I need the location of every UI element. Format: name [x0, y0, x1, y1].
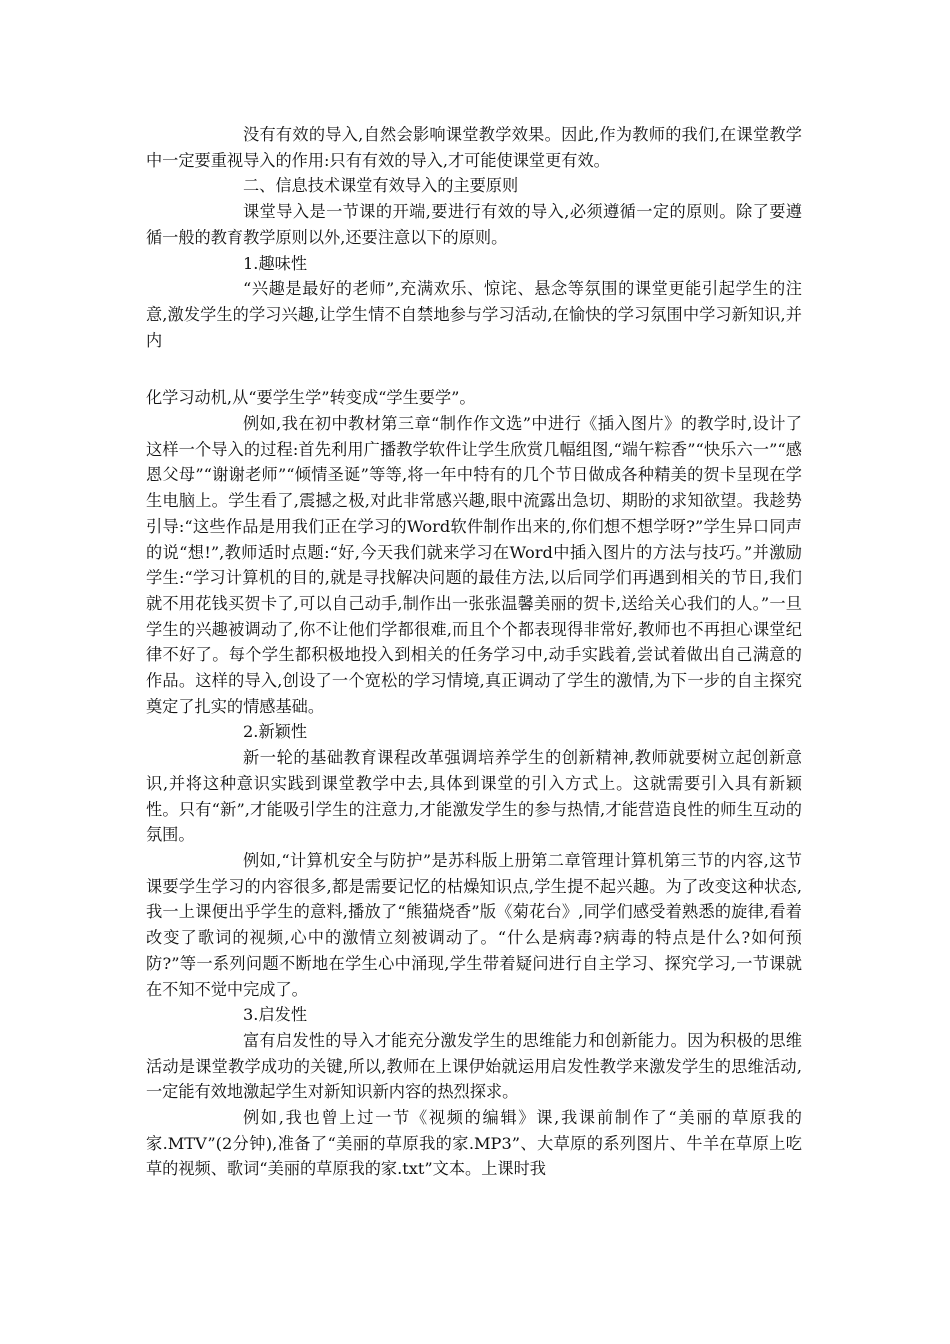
- subheading-interest: 1.趣味性: [243, 253, 308, 273]
- subheading-inspiration: 3.启发性: [243, 1005, 308, 1025]
- paragraph-interest-example: 例如,我在初中教材第三章“制作作文选”中进行《插入图片》的教学时,设计了这样一个导入的过程:首先利用广播教学软件让学生欣赏几幅组图,“端午粽香”“快乐六一”“感恩父母”“谢谢老师”“倾情圣诞”等等,将一年中特有的几个节日做成各种精美的贺卡呈现在学生电脑上。学生看了,震撼之极,对此非常感兴趣,眼中流露出急切、期盼的求知欲望。我趁势引导:“这些作品是用我们正在学习的Word软件制作出来的,你们想不想学呀?”学生异口同声的说“想!”,教师适时点题:“好,今天我们就来学习在Word中插入图片的方法与技巧。”并激励学生:“学习计算机的目的,就是寻找解决问题的最佳方法,以后同学们再遇到相关的节日,我们就不用花钱买贺卡了,可以自己动手,制作出一张张温馨美丽的贺卡,送给关心我们的人。”一旦学生的兴趣被调动了,你不让他们学都很难,而且个个都表现得非常好,教师也不再担心课堂纪律不好了。每个学生都积极地投入到相关的任务学习中,动手实践着,尝试着做出自己满意的作品。这样的导入,创设了一个宽松的学习情境,真正调动了学生的激情,为下一步的自主探究奠定了扎实的情感基础。: [146, 414, 802, 716]
- document-body: [146, 122, 802, 1182]
- paragraph-inspiration: 富有启发性的导入才能充分激发学生的思维能力和创新能力。因为积极的思维活动是课堂教学成功的关键,所以,教师在上课伊始就运用启发性教学来激发学生的思维活动,一定能有效地激起学生对新知识新内容的热烈探求。: [146, 1030, 802, 1102]
- paragraph-interest: “兴趣是最好的老师”,充满欢乐、惊诧、悬念等氛围的课堂更能引起学生的注意,激发学生的学习兴趣,让学生情不自禁地参与学习活动,在愉快的学习氛围中学习新知识,并内: [146, 279, 802, 350]
- section-heading-principles: 二、信息技术课堂有效导入的主要原则: [243, 176, 519, 196]
- page-break-gap: [146, 353, 802, 385]
- paragraph-inspiration-example: 例如,我也曾上过一节《视频的编辑》课,我课前制作了“美丽的草原我的家.MTV”(2分钟),准备了“美丽的草原我的家.MP3”、大草原的系列图片、牛羊在草原上吃草的视频、歌词“美丽的草原我的家.txt”文本。上课时我: [146, 1108, 802, 1179]
- paragraph-interest-continued: 化学习动机,从“要学生学”转变成“学生要学”。: [146, 388, 476, 408]
- paragraph-novelty-example: 例如,“计算机安全与防护”是苏科版上册第二章管理计算机第三节的内容,这节课要学生学习的内容很多,都是需要记忆的枯燥知识点,学生提不起兴趣。为了改变这种状态,我一上课便出乎学生的意料,播放了“熊猫烧香”版《菊花台》,同学们感受着熟悉的旋律,看着改变了歌词的视频,心中的激情立刻被调动了。“什么是病毒?病毒的特点是什么?如何预防?”等一系列问题不断地在学生心中涌现,学生带着疑问进行自主学习、探究学习,一节课就在不知不觉中完成了。: [146, 850, 802, 999]
- subheading-novelty: 2.新颖性: [243, 722, 308, 742]
- paragraph-intro: 没有有效的导入,自然会影响课堂教学效果。因此,作为教师的我们,在课堂教学中一定要重视导入的作用:只有有效的导入,才可能使课堂更有效。: [146, 125, 802, 170]
- paragraph-principles-intro: 课堂导入是一节课的开端,要进行有效的导入,必须遵循一定的原则。除了要遵循一般的教育教学原则以外,还要注意以下的原则。: [146, 202, 802, 247]
- paragraph-novelty: 新一轮的基础教育课程改革强调培养学生的创新精神,教师就要树立起创新意识,并将这种意识实践到课堂教学中去,具体到课堂的引入方式上。这就需要引入具有新颖性。只有“新”,才能吸引学生的注意力,才能激发学生的参与热情,才能营造良性的师生互动的氛围。: [146, 748, 802, 845]
